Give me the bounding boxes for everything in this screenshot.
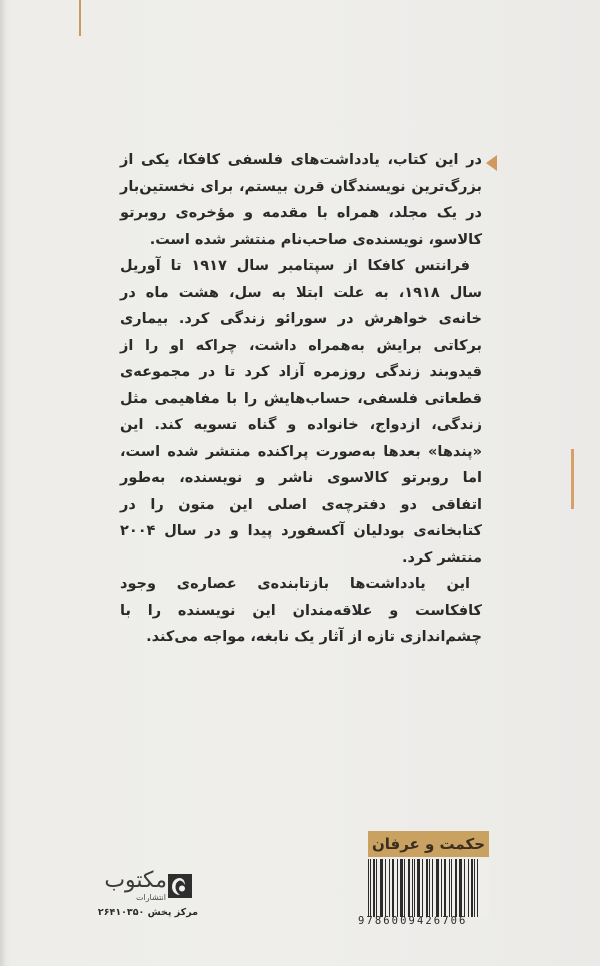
left-pointing-triangle-icon [486,155,497,171]
blurb-paragraph-2: فرانتس کافکا از سپتامبر سال ۱۹۱۷ تا آوریل سال ۱۹۱۸، به علت ابتلا به سل، هشت ماه در خانه‌ی خواهرش در سورائو زندگی کرد. بیماری برکاتی برایش به‌همراه داشت، چراکه او را از قیدوبند زندگی روزمره آزاد کرد تا در مجموعه‌ی قطعاتی فلسفی، حساب‌هایش را با مفاهیمی مثل زندگی، ازدواج، خانواده و گناه تسویه کند. این «پندها» بعدها به‌صورت پراکنده منتشر شده است، اما روبرتو کالاسوی ناشر و نویسنده، به‌طور اتفاقی دو دفترچه‌ی اصلی این متون را در کتابخانه‌ی بودلیان آکسفورد پیدا و در سال ۲۰۰۴ منتشر کرد. [120,258,482,566]
publisher-logo-icon [168,874,192,898]
right-edge-accent-line [571,449,574,509]
publisher-name: مکتوب [104,868,167,893]
top-edge-accent-line [79,0,81,36]
isbn-number: 9786009426706 [358,915,468,927]
distribution-phone: مرکز پخش ۲۶۴۱۰۳۵۰ [97,907,198,918]
spine-shadow [0,0,6,966]
blurb-paragraph-1: در این کتاب، یادداشت‌های فلسفی کافکا، یکی از بزرگ‌ترین نویسندگان قرن بیستم، برای نخستین‌بار در یک مجلد، همراه با مقدمه و مؤخره‌ی روبرتو کالاسو، نویسنده‌ی صاحب‌نام منتشر شده است. [120,152,482,248]
blurb-paragraph-3: این یادداشت‌ها بازتابنده‌ی عصاره‌ی وجود کافکاست و علاقه‌مندان این نویسنده را با چشم‌اندازی تازه از آثار یک نابغه، مواجه می‌کند. [120,576,482,645]
publisher-subtitle: انتشارات [135,893,166,902]
isbn-barcode [368,859,489,917]
series-category-label: حکمت و عرفان [368,831,489,857]
blurb-text [120,147,482,651]
